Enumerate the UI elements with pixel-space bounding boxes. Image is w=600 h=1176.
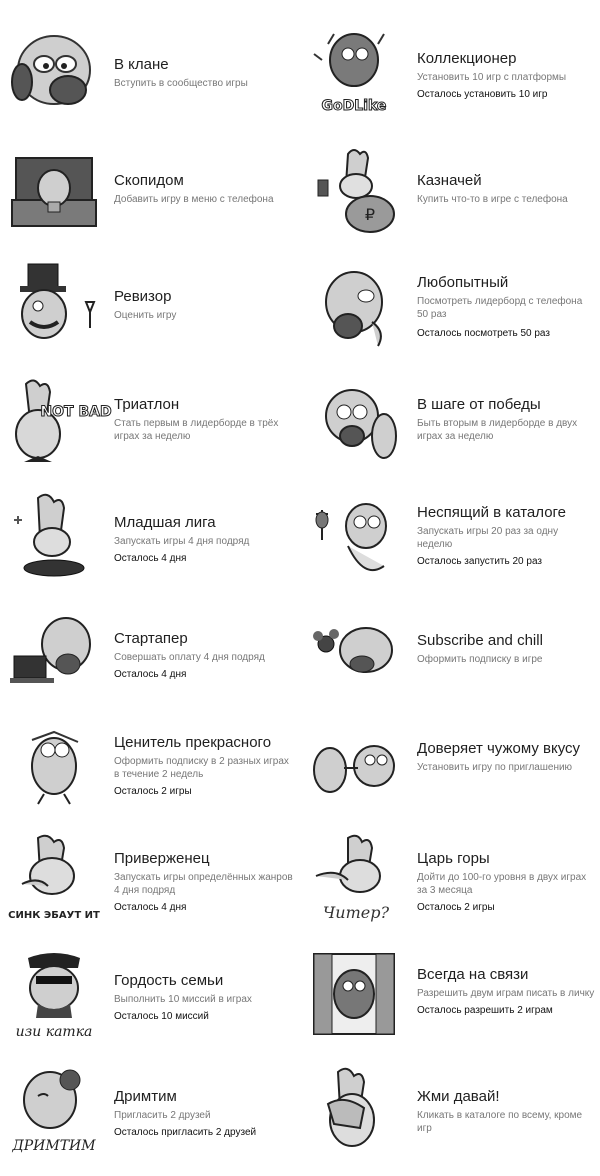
achievement-desc: Купить что-то в игре с телефона bbox=[417, 194, 568, 205]
achievement-progress: Осталось 4 дня bbox=[114, 669, 187, 680]
achievement-desc: Выполнить 10 миссий в играх bbox=[114, 994, 252, 1005]
dog-window-sticker bbox=[308, 948, 400, 1040]
dog-thinking-sticker bbox=[308, 262, 400, 354]
achievement-zhmi-davai[interactable] bbox=[0, 1060, 600, 1176]
achievement-nespyashchy[interactable] bbox=[0, 486, 600, 602]
achievement-progress: Осталось 4 дня bbox=[114, 553, 187, 564]
achievement-title: Неспящий в каталоге bbox=[417, 504, 567, 521]
achievement-title: В клане bbox=[114, 56, 169, 73]
achievement-desc: Установить 10 игр с платформы bbox=[417, 72, 567, 83]
rooster-money-bag-sticker bbox=[308, 144, 400, 236]
sticker-caption: изи катка bbox=[15, 1024, 93, 1040]
sticker-caption: GoDLike bbox=[321, 98, 387, 114]
achievement-desc: Стать первым в лидерборде в трёх играх за неделю bbox=[114, 418, 279, 442]
achievement-desc: Оформить подписку в игре bbox=[417, 654, 543, 665]
achievement-desc: Установить игру по приглашению bbox=[417, 762, 573, 773]
achievement-title: Жми давай! bbox=[417, 1088, 500, 1105]
achievement-desc: Быть вторым в лидерборде в двух играх за неделю bbox=[417, 418, 578, 442]
achievement-title: Гордость семьи bbox=[114, 972, 224, 989]
achievement-desc: Запускать игры 4 дня подряд bbox=[114, 536, 250, 547]
rooster-facepalm-sticker bbox=[308, 1064, 400, 1156]
achievement-desc: Кликать в каталоге по всему, кроме игр bbox=[417, 1110, 583, 1134]
achievement-title: Скопидом bbox=[114, 172, 184, 189]
achievement-progress: Осталось 10 миссий bbox=[114, 1011, 209, 1022]
sticker-caption: ДРИМТИМ bbox=[12, 1138, 96, 1154]
achievement-subscribe-and-chill[interactable] bbox=[0, 604, 600, 720]
sticker-caption: Читер? bbox=[322, 903, 390, 922]
achievement-kaznachei[interactable] bbox=[0, 140, 600, 256]
achievement-title: Subscribe and chill bbox=[417, 632, 543, 649]
achievement-doveryaet[interactable] bbox=[0, 712, 600, 828]
achievement-title: Приверженец bbox=[114, 850, 210, 867]
achievement-title: Всегда на связи bbox=[417, 966, 529, 983]
achievement-title: Триатлон bbox=[114, 396, 180, 413]
achievement-progress: Осталось разрешить 2 играм bbox=[417, 1005, 553, 1016]
achievement-desc: Добавить игру в меню с телефона bbox=[114, 194, 274, 205]
achievement-desc: Дойти до 100-го уровня в двух играх за 3 месяца bbox=[417, 872, 587, 896]
rooster-cheater-sticker bbox=[308, 832, 400, 924]
achievement-v-shage-ot-pobedy[interactable] bbox=[0, 372, 600, 488]
achievement-title: Стартапер bbox=[114, 630, 188, 647]
sticker-caption: СИНК ЭБАУТ ИТ bbox=[8, 910, 100, 921]
achievement-desc: Разрешить двум играм писать в личку bbox=[417, 988, 595, 999]
achievement-progress: Осталось 4 дня bbox=[114, 902, 187, 913]
achievement-desc: Запускать игры определённых жанров 4 дня подряд bbox=[114, 872, 293, 896]
achievement-progress: Осталось 2 игры bbox=[114, 786, 192, 797]
achievement-desc: Пригласить 2 друзей bbox=[114, 1110, 211, 1121]
dog-flowers-sticker bbox=[308, 608, 400, 700]
achievement-desc: Оценить игру bbox=[114, 310, 177, 321]
achievement-progress: Осталось посмотреть 50 раз bbox=[417, 328, 550, 339]
achievement-title: Любопытный bbox=[417, 274, 509, 291]
achievement-title: Младшая лига bbox=[114, 514, 216, 531]
achievement-desc: Посмотреть лидерборд с телефона 50 раз bbox=[417, 296, 583, 320]
achievement-lyubopytny[interactable] bbox=[0, 258, 600, 374]
achievement-progress: Осталось установить 10 игр bbox=[417, 89, 548, 100]
achievement-title: Ценитель прекрасного bbox=[114, 734, 272, 751]
achievement-title: Коллекционер bbox=[417, 50, 517, 67]
achievement-desc: Оформить подписку в 2 разных играх в течение 2 недель bbox=[114, 756, 289, 780]
achievement-desc: Вступить в сообщество игры bbox=[114, 78, 248, 89]
achievement-kollektsioner[interactable] bbox=[0, 20, 600, 136]
rooster-dropper-sticker bbox=[308, 490, 400, 582]
two-characters-sticker bbox=[308, 716, 400, 808]
achievement-progress: Осталось пригласить 2 друзей bbox=[114, 1127, 257, 1138]
achievement-title: Царь горы bbox=[417, 850, 490, 867]
achievement-progress: Осталось запустить 20 раз bbox=[417, 556, 542, 567]
sticker-caption: NOT BAD bbox=[40, 404, 112, 420]
achievement-title: Дримтим bbox=[114, 1088, 177, 1105]
achievement-title: Доверяет чужому вкусу bbox=[417, 740, 581, 757]
achievement-title: В шаге от победы bbox=[417, 396, 541, 413]
achievement-title: Казначей bbox=[417, 172, 482, 189]
achievement-desc: Совершать оплату 4 дня подряд bbox=[114, 652, 265, 663]
achievement-vsegda-na-svyazi[interactable] bbox=[0, 944, 600, 1060]
achievement-desc: Запускать игры 20 раз за одну неделю bbox=[417, 526, 559, 550]
dog-crying-sticker bbox=[308, 376, 400, 468]
achievement-tsar-gory[interactable] bbox=[0, 828, 600, 944]
achievement-title: Ревизор bbox=[114, 288, 172, 305]
dog-godlike-sticker bbox=[308, 24, 400, 116]
achievement-progress: Осталось 2 игры bbox=[417, 902, 495, 913]
svg-text:₽: ₽ bbox=[364, 207, 376, 224]
